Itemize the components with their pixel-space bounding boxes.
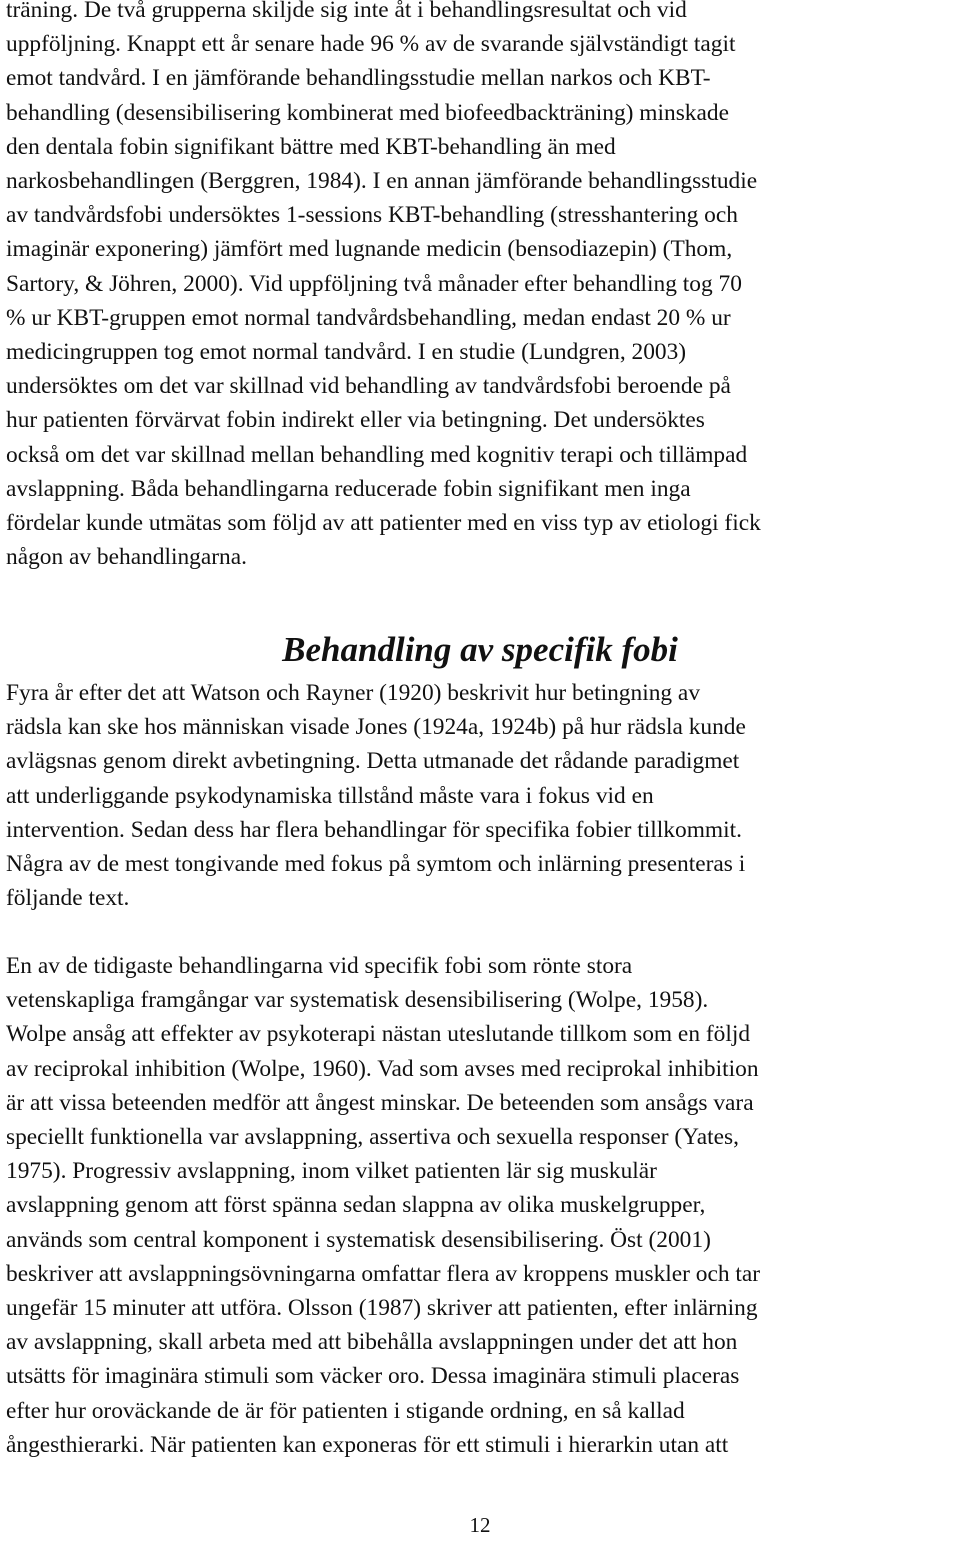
text-line: intervention. Sedan dess har flera behandlingar för specifika fobier tillkommit. — [6, 816, 742, 843]
text-line: % ur KBT-gruppen emot normal tandvårdsbehandling, medan endast 20 % ur — [6, 304, 731, 331]
text-line: uppföljning. Knappt ett år senare hade 96 % av de svarande självständigt tagit — [6, 31, 736, 58]
text-line: Fyra år efter det att Watson och Rayner (1920) beskrivit hur betingning av — [6, 680, 701, 706]
text-line: av tandvårdsfobi undersöktes 1-sessions KBT-behandling (stresshantering och — [6, 202, 738, 229]
text-line: utsätts för imaginära stimuli som väcker oro. Dessa imaginära stimuli placeras — [6, 1363, 740, 1390]
text-line: medicingruppen tog emot normal tandvård. I en studie (Lundgren, 2003) — [6, 339, 687, 366]
text-line: Några av de mest tongivande med fokus på symtom och inlärning presenteras i — [6, 851, 746, 878]
text-line: emot tandvård. I en jämförande behandlingsstudie mellan narkos och KBT- — [6, 65, 711, 92]
text-line: speciellt funktionella var avslappning, assertiva och sexuella responser (Yates, — [6, 1124, 739, 1151]
paragraph-systematic-desensitization — [6, 949, 760, 1462]
text-line: är att vissa beteenden medför att ångest minskar. De beteenden som ansågs vara — [6, 1089, 754, 1116]
text-line: fördelar kunde utmätas som följd av att patienter med en viss typ av etiologi fick — [6, 510, 761, 537]
section-heading: Behandling av specifik fobi — [282, 630, 678, 669]
text-line: rädsla kan ske hos människan visade Jones (1924a, 1924b) på hur rädsla kunde — [6, 714, 746, 741]
text-line: 1975). Progressiv avslappning, inom vilket patienten lär sig muskulär — [6, 1158, 657, 1185]
text-line: Sartory, & Jöhren, 2000). Vid uppföljning två månader efter behandling tog 70 — [6, 270, 742, 297]
text-line: Wolpe ansåg att effekter av psykoterapi nästan uteslutande tillkom som en följd — [6, 1021, 751, 1048]
text-line: efter hur oroväckande de är för patienten i stigande ordning, en så kallad — [6, 1397, 685, 1424]
text-line: En av de tidigaste behandlingarna vid specifik fobi som rönte stora — [6, 953, 633, 979]
text-line: avslappning genom att först spänna sedan slappna av olika muskelgrupper, — [6, 1192, 706, 1219]
paragraph-history — [6, 676, 746, 915]
page-number: 12 — [469, 1513, 491, 1537]
text-line: att underliggande psykodynamiska tillstånd måste vara i fokus vid en — [6, 782, 654, 809]
text-line: ungefär 15 minuter att utföra. Olsson (1987) skriver att patienten, efter inlärning — [6, 1295, 758, 1322]
text-line: vetenskapliga framgångar var systematisk desensibilisering (Wolpe, 1958). — [6, 987, 709, 1014]
text-line: ångesthierarki. När patienten kan exponeras för ett stimuli i hierarkin utan att — [6, 1431, 729, 1458]
text-line: den dentala fobin signifikant bättre med KBT-behandling än med — [6, 133, 616, 160]
text-line: narkosbehandlingen (Berggren, 1984). I en annan jämförande behandlingsstudie — [6, 168, 758, 195]
text-line: avlägsnas genom direkt avbetingning. Detta utmanade det rådande paradigmet — [6, 748, 740, 775]
text-line: av avslappning, skall arbeta med att bibehålla avslappningen under det att hon — [6, 1329, 738, 1356]
text-line: imaginär exponering) jämfört med lugnande medicin (bensodiazepin) (Thom, — [6, 236, 733, 263]
text-line: följande text. — [6, 885, 130, 912]
text-line: används som central komponent i systematisk desensibilisering. Öst (2001) — [6, 1226, 711, 1253]
text-line: avslappning. Båda behandlingarna reducerade fobin signifikant men inga — [6, 475, 691, 502]
text-line: hur patienten förvärvat fobin indirekt eller via betingning. Det undersöktes — [6, 407, 705, 434]
text-line: undersöktes om det var skillnad vid behandling av tandvårdsfobi beroende på — [6, 373, 731, 400]
text-line: också om det var skillnad mellan behandling med kognitiv terapi och tillämpad — [6, 441, 748, 468]
text-line: behandling (desensibilisering kombinerat med biofeedbackträning) minskade — [6, 99, 729, 126]
paragraph-treatment-studies — [6, 0, 956, 574]
text-line: av reciprokal inhibition (Wolpe, 1960). Vad som avses med reciprokal inhibition — [6, 1055, 759, 1082]
text-line: beskriver att avslappningsövningarna omfattar flera av kroppens muskler och tar — [6, 1260, 761, 1287]
text-line: träning. De två grupperna skiljde sig inte åt i behandlingsresultat och vid — [6, 0, 687, 23]
text-line: någon av behandlingarna. — [6, 544, 247, 571]
